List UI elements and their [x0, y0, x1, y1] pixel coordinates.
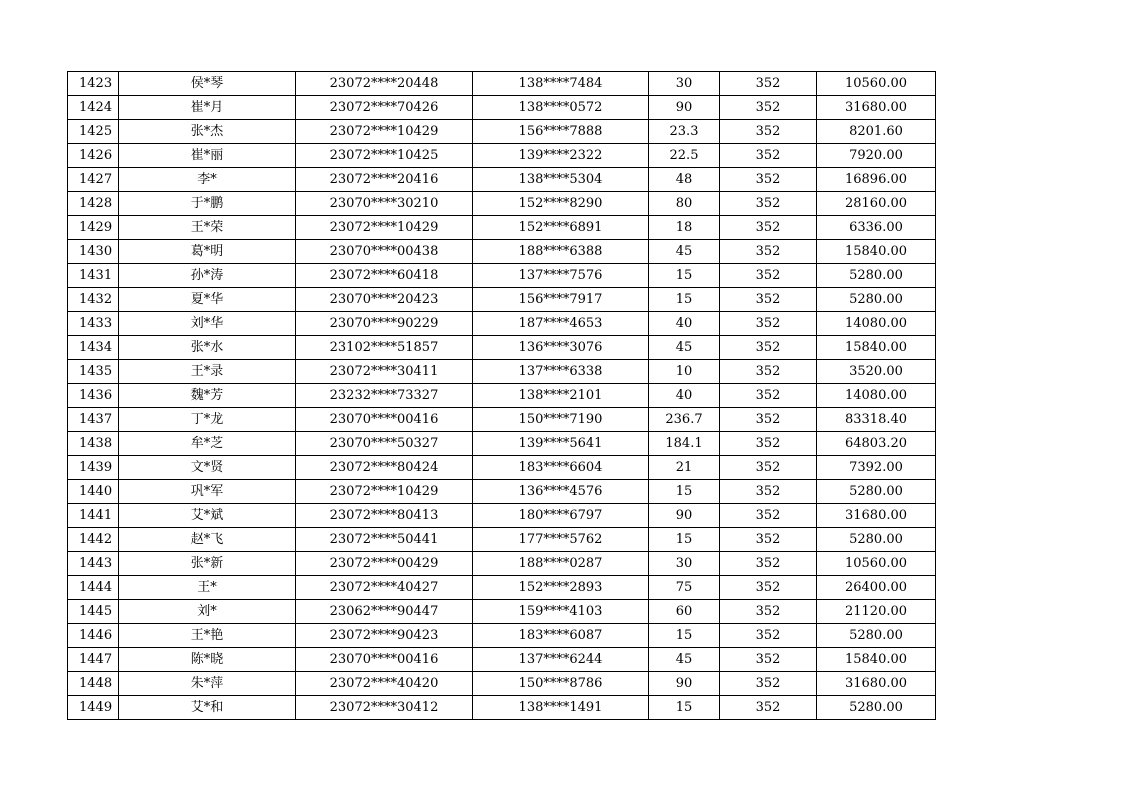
id-number-cell: 23072****10429 — [296, 216, 473, 240]
row-number-cell: 1433 — [68, 312, 119, 336]
amount-cell: 31680.00 — [817, 672, 936, 696]
unit-price-cell: 352 — [720, 648, 817, 672]
amount-cell: 83318.40 — [817, 408, 936, 432]
amount-cell: 21120.00 — [817, 600, 936, 624]
phone-cell: 137****7576 — [473, 264, 649, 288]
quantity-cell: 21 — [649, 456, 720, 480]
amount-cell: 14080.00 — [817, 312, 936, 336]
row-number-cell: 1442 — [68, 528, 119, 552]
amount-cell: 5280.00 — [817, 264, 936, 288]
name-cell: 王*艳 — [119, 624, 296, 648]
quantity-cell: 90 — [649, 504, 720, 528]
name-cell: 夏*华 — [119, 288, 296, 312]
row-number-cell: 1434 — [68, 336, 119, 360]
row-number-cell: 1427 — [68, 168, 119, 192]
name-cell: 王* — [119, 576, 296, 600]
table-row — [68, 264, 936, 288]
quantity-cell: 23.3 — [649, 120, 720, 144]
quantity-cell: 60 — [649, 600, 720, 624]
row-number-cell: 1426 — [68, 144, 119, 168]
amount-cell: 31680.00 — [817, 96, 936, 120]
table-row — [68, 480, 936, 504]
name-cell: 艾*和 — [119, 696, 296, 720]
unit-price-cell: 352 — [720, 120, 817, 144]
amount-cell: 31680.00 — [817, 504, 936, 528]
id-number-cell: 23072****60418 — [296, 264, 473, 288]
id-number-cell: 23070****50327 — [296, 432, 473, 456]
phone-cell: 156****7917 — [473, 288, 649, 312]
table-row — [68, 432, 936, 456]
quantity-cell: 90 — [649, 96, 720, 120]
phone-cell: 136****4576 — [473, 480, 649, 504]
table-row — [68, 144, 936, 168]
quantity-cell: 15 — [649, 624, 720, 648]
table-row — [68, 288, 936, 312]
row-number-cell: 1444 — [68, 576, 119, 600]
id-number-cell: 23072****70426 — [296, 96, 473, 120]
table-row — [68, 504, 936, 528]
table-row — [68, 384, 936, 408]
table-row — [68, 624, 936, 648]
unit-price-cell: 352 — [720, 672, 817, 696]
unit-price-cell: 352 — [720, 144, 817, 168]
amount-cell: 5280.00 — [817, 696, 936, 720]
unit-price-cell: 352 — [720, 384, 817, 408]
phone-cell: 177****5762 — [473, 528, 649, 552]
name-cell: 张*水 — [119, 336, 296, 360]
table-row — [68, 408, 936, 432]
phone-cell: 138****7484 — [473, 72, 649, 96]
table-row — [68, 96, 936, 120]
table-row — [68, 192, 936, 216]
id-number-cell: 23070****00416 — [296, 408, 473, 432]
amount-cell: 3520.00 — [817, 360, 936, 384]
row-number-cell: 1448 — [68, 672, 119, 696]
quantity-cell: 15 — [649, 528, 720, 552]
quantity-cell: 30 — [649, 72, 720, 96]
table-row — [68, 168, 936, 192]
quantity-cell: 75 — [649, 576, 720, 600]
id-number-cell: 23072****90423 — [296, 624, 473, 648]
name-cell: 孙*涛 — [119, 264, 296, 288]
table-row — [68, 696, 936, 720]
phone-cell: 137****6244 — [473, 648, 649, 672]
unit-price-cell: 352 — [720, 456, 817, 480]
id-number-cell: 23072****10429 — [296, 480, 473, 504]
amount-cell: 7392.00 — [817, 456, 936, 480]
table-row — [68, 576, 936, 600]
id-number-cell: 23072****10429 — [296, 120, 473, 144]
amount-cell: 15840.00 — [817, 336, 936, 360]
amount-cell: 10560.00 — [817, 552, 936, 576]
unit-price-cell: 352 — [720, 528, 817, 552]
amount-cell: 6336.00 — [817, 216, 936, 240]
row-number-cell: 1443 — [68, 552, 119, 576]
name-cell: 巩*军 — [119, 480, 296, 504]
name-cell: 陈*晓 — [119, 648, 296, 672]
amount-cell: 64803.20 — [817, 432, 936, 456]
table-row — [68, 600, 936, 624]
unit-price-cell: 352 — [720, 600, 817, 624]
unit-price-cell: 352 — [720, 72, 817, 96]
amount-cell: 16896.00 — [817, 168, 936, 192]
table-row — [68, 360, 936, 384]
name-cell: 刘*华 — [119, 312, 296, 336]
name-cell: 葛*明 — [119, 240, 296, 264]
row-number-cell: 1428 — [68, 192, 119, 216]
id-number-cell: 23072****40427 — [296, 576, 473, 600]
quantity-cell: 45 — [649, 648, 720, 672]
phone-cell: 139****2322 — [473, 144, 649, 168]
name-cell: 于*鹏 — [119, 192, 296, 216]
row-number-cell: 1424 — [68, 96, 119, 120]
id-number-cell: 23070****20423 — [296, 288, 473, 312]
quantity-cell: 40 — [649, 312, 720, 336]
quantity-cell: 45 — [649, 240, 720, 264]
unit-price-cell: 352 — [720, 288, 817, 312]
unit-price-cell: 352 — [720, 576, 817, 600]
id-number-cell: 23072****30411 — [296, 360, 473, 384]
id-number-cell: 23232****73327 — [296, 384, 473, 408]
row-number-cell: 1438 — [68, 432, 119, 456]
unit-price-cell: 352 — [720, 336, 817, 360]
quantity-cell: 15 — [649, 480, 720, 504]
phone-cell: 150****7190 — [473, 408, 649, 432]
id-number-cell: 23072****10425 — [296, 144, 473, 168]
id-number-cell: 23070****00438 — [296, 240, 473, 264]
id-number-cell: 23072****40420 — [296, 672, 473, 696]
table-row — [68, 552, 936, 576]
name-cell: 牟*芝 — [119, 432, 296, 456]
amount-cell: 5280.00 — [817, 528, 936, 552]
phone-cell: 152****6891 — [473, 216, 649, 240]
name-cell: 文*贤 — [119, 456, 296, 480]
row-number-cell: 1435 — [68, 360, 119, 384]
quantity-cell: 184.1 — [649, 432, 720, 456]
phone-cell: 136****3076 — [473, 336, 649, 360]
id-number-cell: 23072****80424 — [296, 456, 473, 480]
data-table — [67, 71, 936, 720]
table-row — [68, 120, 936, 144]
unit-price-cell: 352 — [720, 216, 817, 240]
unit-price-cell: 352 — [720, 360, 817, 384]
table-row — [68, 528, 936, 552]
id-number-cell: 23072****20448 — [296, 72, 473, 96]
phone-cell: 150****8786 — [473, 672, 649, 696]
name-cell: 赵*飞 — [119, 528, 296, 552]
quantity-cell: 22.5 — [649, 144, 720, 168]
table-row — [68, 72, 936, 96]
unit-price-cell: 352 — [720, 696, 817, 720]
quantity-cell: 40 — [649, 384, 720, 408]
row-number-cell: 1441 — [68, 504, 119, 528]
row-number-cell: 1436 — [68, 384, 119, 408]
amount-cell: 5280.00 — [817, 288, 936, 312]
quantity-cell: 48 — [649, 168, 720, 192]
phone-cell: 156****7888 — [473, 120, 649, 144]
name-cell: 王*录 — [119, 360, 296, 384]
id-number-cell: 23072****80413 — [296, 504, 473, 528]
name-cell: 刘* — [119, 600, 296, 624]
row-number-cell: 1425 — [68, 120, 119, 144]
table-row — [68, 336, 936, 360]
row-number-cell: 1446 — [68, 624, 119, 648]
id-number-cell: 23070****30210 — [296, 192, 473, 216]
id-number-cell: 23072****00429 — [296, 552, 473, 576]
quantity-cell: 10 — [649, 360, 720, 384]
row-number-cell: 1423 — [68, 72, 119, 96]
row-number-cell: 1430 — [68, 240, 119, 264]
unit-price-cell: 352 — [720, 96, 817, 120]
table-row — [68, 648, 936, 672]
name-cell: 李* — [119, 168, 296, 192]
row-number-cell: 1429 — [68, 216, 119, 240]
phone-cell: 138****5304 — [473, 168, 649, 192]
name-cell: 张*新 — [119, 552, 296, 576]
unit-price-cell: 352 — [720, 240, 817, 264]
quantity-cell: 15 — [649, 696, 720, 720]
name-cell: 张*杰 — [119, 120, 296, 144]
amount-cell: 15840.00 — [817, 240, 936, 264]
table-row — [68, 312, 936, 336]
name-cell: 崔*月 — [119, 96, 296, 120]
unit-price-cell: 352 — [720, 480, 817, 504]
phone-cell: 137****6338 — [473, 360, 649, 384]
name-cell: 朱*萍 — [119, 672, 296, 696]
name-cell: 魏*芳 — [119, 384, 296, 408]
id-number-cell: 23072****50441 — [296, 528, 473, 552]
amount-cell: 28160.00 — [817, 192, 936, 216]
unit-price-cell: 352 — [720, 168, 817, 192]
phone-cell: 159****4103 — [473, 600, 649, 624]
name-cell: 王*荣 — [119, 216, 296, 240]
phone-cell: 183****6087 — [473, 624, 649, 648]
phone-cell: 180****6797 — [473, 504, 649, 528]
table-row — [68, 456, 936, 480]
amount-cell: 10560.00 — [817, 72, 936, 96]
row-number-cell: 1449 — [68, 696, 119, 720]
row-number-cell: 1431 — [68, 264, 119, 288]
phone-cell: 188****6388 — [473, 240, 649, 264]
id-number-cell: 23102****51857 — [296, 336, 473, 360]
phone-cell: 139****5641 — [473, 432, 649, 456]
quantity-cell: 80 — [649, 192, 720, 216]
name-cell: 艾*斌 — [119, 504, 296, 528]
row-number-cell: 1437 — [68, 408, 119, 432]
quantity-cell: 236.7 — [649, 408, 720, 432]
name-cell: 崔*丽 — [119, 144, 296, 168]
id-number-cell: 23072****20416 — [296, 168, 473, 192]
row-number-cell: 1432 — [68, 288, 119, 312]
name-cell: 侯*琴 — [119, 72, 296, 96]
table-body — [68, 72, 936, 720]
phone-cell: 138****0572 — [473, 96, 649, 120]
amount-cell: 5280.00 — [817, 624, 936, 648]
amount-cell: 5280.00 — [817, 480, 936, 504]
phone-cell: 152****2893 — [473, 576, 649, 600]
quantity-cell: 18 — [649, 216, 720, 240]
amount-cell: 15840.00 — [817, 648, 936, 672]
phone-cell: 188****0287 — [473, 552, 649, 576]
table-row — [68, 216, 936, 240]
quantity-cell: 30 — [649, 552, 720, 576]
row-number-cell: 1445 — [68, 600, 119, 624]
quantity-cell: 90 — [649, 672, 720, 696]
quantity-cell: 45 — [649, 336, 720, 360]
amount-cell: 26400.00 — [817, 576, 936, 600]
id-number-cell: 23070****90229 — [296, 312, 473, 336]
phone-cell: 138****1491 — [473, 696, 649, 720]
unit-price-cell: 352 — [720, 504, 817, 528]
unit-price-cell: 352 — [720, 552, 817, 576]
id-number-cell: 23062****90447 — [296, 600, 473, 624]
row-number-cell: 1447 — [68, 648, 119, 672]
unit-price-cell: 352 — [720, 312, 817, 336]
phone-cell: 138****2101 — [473, 384, 649, 408]
unit-price-cell: 352 — [720, 192, 817, 216]
amount-cell: 7920.00 — [817, 144, 936, 168]
id-number-cell: 23070****00416 — [296, 648, 473, 672]
name-cell: 丁*龙 — [119, 408, 296, 432]
row-number-cell: 1439 — [68, 456, 119, 480]
table-row — [68, 240, 936, 264]
phone-cell: 152****8290 — [473, 192, 649, 216]
quantity-cell: 15 — [649, 264, 720, 288]
row-number-cell: 1440 — [68, 480, 119, 504]
unit-price-cell: 352 — [720, 624, 817, 648]
unit-price-cell: 352 — [720, 408, 817, 432]
phone-cell: 187****4653 — [473, 312, 649, 336]
amount-cell: 8201.60 — [817, 120, 936, 144]
amount-cell: 14080.00 — [817, 384, 936, 408]
unit-price-cell: 352 — [720, 432, 817, 456]
quantity-cell: 15 — [649, 288, 720, 312]
table-row — [68, 672, 936, 696]
id-number-cell: 23072****30412 — [296, 696, 473, 720]
unit-price-cell: 352 — [720, 264, 817, 288]
phone-cell: 183****6604 — [473, 456, 649, 480]
